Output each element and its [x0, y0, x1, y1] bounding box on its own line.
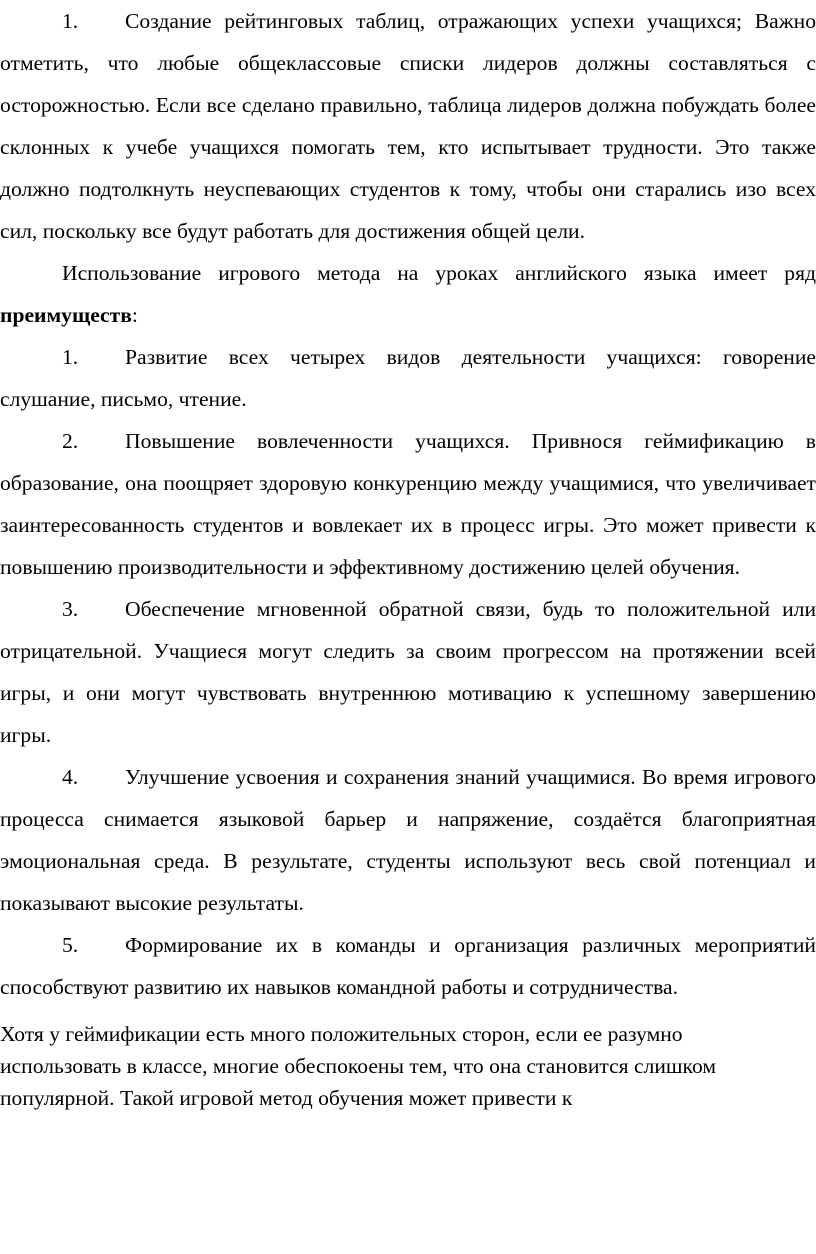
list-item-text: Создание рейтинговых таблиц, отражающих успехи учащихся; Важно отметить, что любые общеклассовые списки лидеров должны составляться с осторожностью. Если все сделано правильно, таблица лидеров должна побуждать более склонных к учебе учащихся помогать тем, кто испытывает трудности. Это также должно подтолкнуть неуспевающих студентов к тому, чтобы они старались изо всех сил, поскольку все будут работать для достижения общей цели. — [0, 9, 816, 243]
list-item-number: 2. — [62, 429, 79, 453]
list-item-text: Обеспечение мгновенной обратной связи, будь то положительной или отрицательной. Учащиеся могут следить за своим прогрессом на протяжении всей игры, и они могут чувствовать внутреннюю мотивацию к успешному завершению игры. — [0, 597, 816, 747]
advantage-item-1 — [0, 336, 816, 420]
intro-text: Использование игрового метода на уроках английского языка имеет ряд — [62, 261, 816, 285]
advantage-item-5 — [0, 924, 816, 1008]
advantage-item-3 — [0, 588, 816, 756]
closing-paragraph: Хотя у геймификации есть много положительных сторон, если ее разумно использовать в классе, многие обеспокоены тем, что она становится слишком популярной. Такой игровой метод обучения может привести к — [0, 1022, 716, 1110]
list-item-number: 1. — [62, 9, 79, 33]
list-item-number: 5. — [62, 933, 79, 957]
list-item-text: Формирование их в команды и организация различных мероприятий способствуют развитию их навыков командной работы и сотрудничества. — [0, 933, 816, 999]
list-item-rating-tables — [0, 0, 816, 252]
intro-colon: : — [131, 303, 138, 327]
list-item-text: Улучшение усвоения и сохранения знаний учащимися. Во время игрового процесса снимается языковой барьер и напряжение, создаётся благоприятная эмоциональная среда. В результате, студенты используют весь свой потенциал и показывают высокие результаты. — [0, 765, 816, 915]
advantage-item-2 — [0, 420, 816, 588]
list-item-number: 4. — [62, 765, 79, 789]
advantage-item-4 — [0, 756, 816, 924]
list-item-number: 1. — [62, 345, 79, 369]
list-item-number: 3. — [62, 597, 79, 621]
advantages-intro — [0, 252, 816, 336]
list-item-text: Повышение вовлеченности учащихся. Привнося геймификацию в образование, она поощряет здоровую конкуренцию между учащимися, что увеличивает заинтересованность студентов и вовлекает их в процесс игры. Это может привести к повышению производительности и эффективному достижению целей обучения. — [0, 429, 816, 579]
list-item-text: Развитие всех четырех видов деятельности учащихся: говорение слушание, письмо, чтение. — [0, 345, 816, 411]
intro-bold-term: преимуществ — [0, 303, 132, 327]
